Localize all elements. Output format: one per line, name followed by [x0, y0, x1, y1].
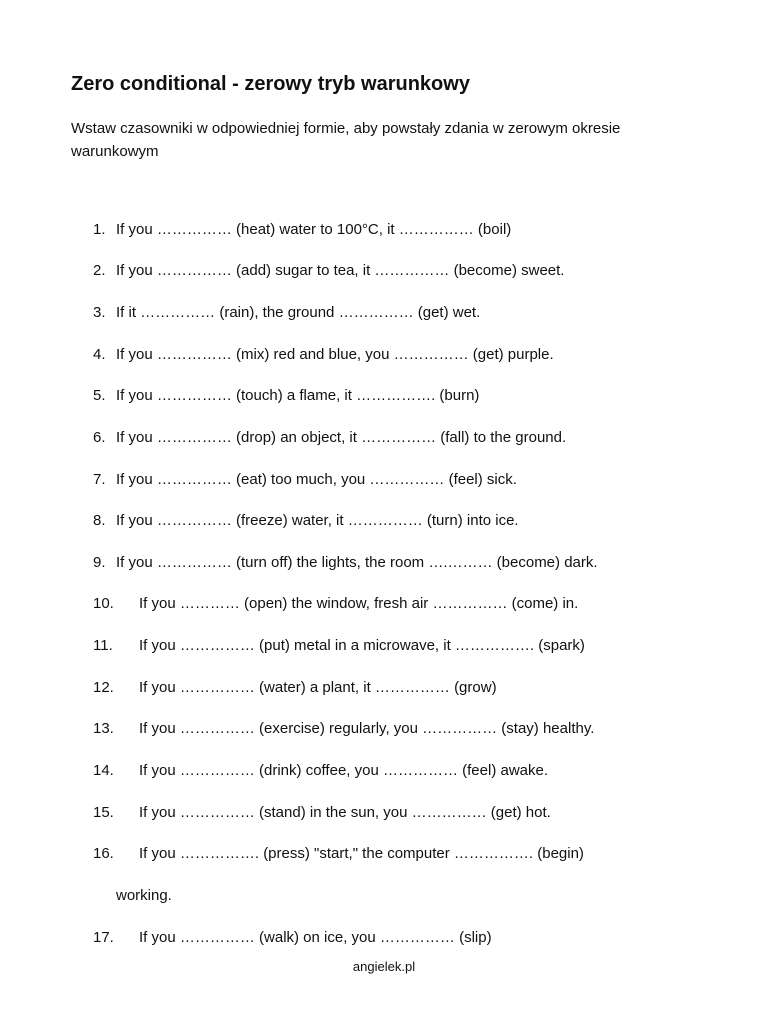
- exercise-number: 2.: [93, 262, 106, 279]
- exercise-sentence: If you …………… (walk) on ice, you …………… (slip): [139, 929, 492, 946]
- exercise-sentence: If you …………… (drink) coffee, you …………… (feel) awake.: [139, 762, 549, 779]
- exercise-number: 8.: [93, 512, 106, 529]
- exercise-sentence: If you …………… (mix) red and blue, you …………… (get) purple.: [116, 346, 554, 363]
- exercise-sentence: If you …………… (heat) water to 100°C, it …………… (boil): [116, 221, 512, 238]
- instructions-text: Wstaw czasowniki w odpowiedniej formie, aby powstały zdania w zerowym okresie warunkowym: [71, 120, 621, 160]
- exercise-number: 4.: [93, 346, 106, 363]
- exercise-number: 5.: [93, 387, 106, 404]
- exercise-number: 10.: [93, 595, 114, 612]
- exercise-sentence: If you …………… (touch) a flame, it ……………. (burn): [116, 387, 480, 404]
- exercise-number: 9.: [93, 554, 106, 571]
- exercise-sentence: If you …………… (stand) in the sun, you …………… (get) hot.: [139, 804, 551, 821]
- page-title: Zero conditional - zerowy tryb warunkowy: [71, 73, 470, 95]
- exercise-sentence: If you ………… (open) the window, fresh air …………… (come) in.: [139, 595, 579, 612]
- exercise-sentence: If you …………… (eat) too much, you …………… (feel) sick.: [116, 471, 517, 488]
- exercise-sentence: If you …………… (put) metal in a microwave, it ……………. (spark): [139, 637, 585, 654]
- exercise-sentence: If you ……………. (press) "start," the computer ……………. (begin): [139, 845, 584, 862]
- exercise-sentence: If you …………… (freeze) water, it …………… (turn) into ice.: [116, 512, 519, 529]
- exercise-sentence: If you …………… (turn off) the lights, the room ….……… (become) dark.: [116, 554, 598, 571]
- exercise-sentence: If you …………… (water) a plant, it …………… (grow): [139, 679, 497, 696]
- exercise-sentence: If it …………… (rain), the ground …………… (get) wet.: [116, 304, 481, 321]
- exercise-sentence: If you …………… (exercise) regularly, you …………… (stay) healthy.: [139, 720, 595, 737]
- exercise-number: 13.: [93, 720, 114, 737]
- exercise-number: 16.: [93, 845, 114, 862]
- exercise-number: 3.: [93, 304, 106, 321]
- exercise-number: 14.: [93, 762, 114, 779]
- exercise-number: 11.: [93, 637, 113, 654]
- exercise-number: 17.: [93, 929, 114, 946]
- exercise-number: 7.: [93, 471, 106, 488]
- footer-site: angielek.pl: [352, 959, 416, 974]
- exercise-continuation: working.: [116, 887, 172, 904]
- exercise-number: 15.: [93, 804, 114, 821]
- exercise-sentence: If you …………… (drop) an object, it …………… (fall) to the ground.: [116, 429, 567, 446]
- exercise-sentence: If you …………… (add) sugar to tea, it …………… (become) sweet.: [116, 262, 565, 279]
- exercise-number: 1.: [93, 221, 106, 238]
- exercise-number: 6.: [93, 429, 106, 446]
- exercise-number: 12.: [93, 679, 114, 696]
